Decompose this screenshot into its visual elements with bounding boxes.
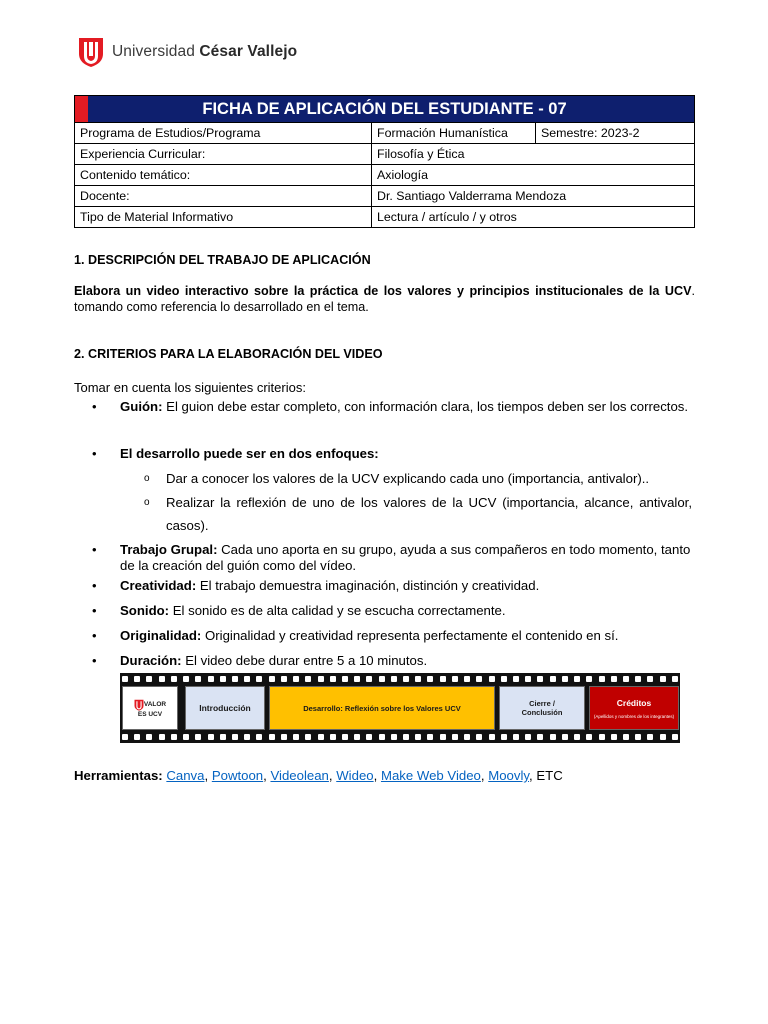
- film-hole: [146, 676, 152, 682]
- film-hole: [623, 734, 629, 740]
- film-hole: [489, 676, 495, 682]
- film-hole: [537, 676, 543, 682]
- list-item: • Sonido: El sonido es de alta calidad y se escucha correctamente.: [92, 603, 506, 618]
- list-item: • El desarrollo puede ser en dos enfoques:: [92, 446, 379, 461]
- film-hole: [489, 734, 495, 740]
- film-hole: [122, 676, 128, 682]
- list-item: • Creatividad: El trabajo demuestra imaginación, distinción y creatividad.: [92, 578, 540, 593]
- link-canva[interactable]: Canva: [166, 768, 205, 783]
- film-hole: [599, 734, 605, 740]
- film-hole: [342, 734, 348, 740]
- row-label: Programa de Estudios/Programa: [75, 123, 372, 144]
- table-row: [75, 123, 695, 144]
- film-hole: [550, 734, 556, 740]
- table-row: [75, 165, 695, 186]
- film-hole: [647, 734, 653, 740]
- film-hole: [660, 676, 666, 682]
- film-hole: [403, 734, 409, 740]
- frame-introduccion: Introducción: [185, 686, 265, 730]
- list-item: • Trabajo Grupal: Cada uno aporta en su grupo, ayuda a sus compañeros en todo momento, tanto de la creación del guión como del vídeo.: [92, 542, 691, 573]
- frame-cierre: Cierre / Conclusión: [499, 686, 585, 730]
- tools-line: Herramientas: Canva, Powtoon, Videolean, Wideo, Make Web Video, Moovly, ETC: [74, 768, 563, 783]
- film-hole: [379, 676, 385, 682]
- film-hole: [195, 676, 201, 682]
- section1-heading: 1. DESCRIPCIÓN DEL TRABAJO DE APLICACIÓN: [74, 253, 371, 267]
- film-hole: [220, 734, 226, 740]
- film-hole: [403, 676, 409, 682]
- film-hole: [256, 734, 262, 740]
- film-hole: [134, 676, 140, 682]
- film-hole: [476, 676, 482, 682]
- film-hole: [171, 676, 177, 682]
- film-hole: [672, 734, 678, 740]
- frame-creditos: Créditos (Apellidos y nombres de los integrantes): [589, 686, 679, 730]
- film-hole: [611, 676, 617, 682]
- link-make-web-video[interactable]: Make Web Video: [380, 768, 481, 783]
- list-item: • Guión: El guion debe estar completo, con información clara, los tiempos deben ser los correctos.: [92, 399, 689, 414]
- film-hole: [183, 676, 189, 682]
- film-hole: [427, 734, 433, 740]
- film-hole: [501, 676, 507, 682]
- film-hole: [599, 676, 605, 682]
- row-value: Filosofía y Ética: [372, 144, 695, 165]
- semester-cell: Semestre: 2023-2: [536, 123, 695, 144]
- film-hole: [562, 734, 568, 740]
- film-hole: [391, 676, 397, 682]
- film-hole: [415, 734, 421, 740]
- list-item: • Duración: El video debe durar entre 5 a 10 minutos.: [92, 653, 428, 668]
- film-hole: [171, 734, 177, 740]
- film-hole: [464, 734, 470, 740]
- link-powtoon[interactable]: Powtoon: [211, 768, 264, 783]
- row-value: Lectura / artículo / y otros: [372, 207, 695, 228]
- film-hole: [342, 676, 348, 682]
- film-hole: [452, 734, 458, 740]
- row-value: Dr. Santiago Valderrama Mendoza: [372, 186, 695, 207]
- row-label: Docente:: [75, 186, 372, 207]
- film-hole: [293, 676, 299, 682]
- film-hole: [159, 734, 165, 740]
- film-hole: [269, 676, 275, 682]
- film-hole: [281, 676, 287, 682]
- table-row: [75, 207, 695, 228]
- link-wideo[interactable]: Wideo: [336, 768, 374, 783]
- film-hole: [232, 676, 238, 682]
- frame-valores-ucv: VALOR ES UCV: [122, 686, 178, 730]
- film-hole: [281, 734, 287, 740]
- film-hole: [195, 734, 201, 740]
- film-hole: [611, 734, 617, 740]
- film-hole: [415, 676, 421, 682]
- film-holes-top: [122, 675, 678, 683]
- film-hole: [501, 734, 507, 740]
- film-hole: [305, 734, 311, 740]
- film-hole: [208, 676, 214, 682]
- table-row: [75, 144, 695, 165]
- film-hole: [318, 734, 324, 740]
- film-holes-bottom: [122, 733, 678, 741]
- film-hole: [354, 734, 360, 740]
- film-hole: [305, 676, 311, 682]
- row-label: Tipo de Material Informativo: [75, 207, 372, 228]
- film-hole: [122, 734, 128, 740]
- ucv-shield-icon: [78, 36, 104, 68]
- film-hole: [574, 734, 580, 740]
- film-hole: [183, 734, 189, 740]
- video-filmstrip: [120, 673, 680, 743]
- film-hole: [269, 734, 275, 740]
- film-hole: [134, 734, 140, 740]
- film-hole: [452, 676, 458, 682]
- film-hole: [586, 676, 592, 682]
- film-hole: [391, 734, 397, 740]
- film-hole: [647, 676, 653, 682]
- row-value: Axiología: [372, 165, 695, 186]
- row-label: Contenido temático:: [75, 165, 372, 186]
- film-hole: [635, 734, 641, 740]
- film-hole: [660, 734, 666, 740]
- title-accent-bar: [75, 96, 88, 122]
- film-hole: [525, 734, 531, 740]
- film-hole: [464, 676, 470, 682]
- film-hole: [440, 734, 446, 740]
- list-item: • Originalidad: Originalidad y creatividad representa perfectamente el contenido en sí.: [92, 628, 619, 643]
- film-hole: [330, 676, 336, 682]
- film-hole: [440, 676, 446, 682]
- film-hole: [232, 734, 238, 740]
- film-hole: [366, 734, 372, 740]
- table-row: [75, 186, 695, 207]
- film-hole: [537, 734, 543, 740]
- film-hole: [513, 734, 519, 740]
- film-hole: [476, 734, 482, 740]
- film-hole: [586, 734, 592, 740]
- film-hole: [635, 676, 641, 682]
- ucv-shield-icon: [134, 699, 144, 711]
- film-hole: [623, 676, 629, 682]
- frame-desarrollo: Desarrollo: Reflexión sobre los Valores UCV: [269, 686, 495, 730]
- film-hole: [513, 676, 519, 682]
- row-value: Formación Humanística: [372, 123, 536, 144]
- film-hole: [159, 676, 165, 682]
- film-hole: [244, 734, 250, 740]
- film-hole: [244, 676, 250, 682]
- film-hole: [220, 676, 226, 682]
- film-hole: [146, 734, 152, 740]
- section1-description: Elabora un video interactivo sobre la práctica de los valores y principios institucionales de la UCV. tomando como referencia lo desarrollado en el tema.: [74, 284, 695, 314]
- film-hole: [354, 676, 360, 682]
- ficha-title: FICHA DE APLICACIÓN DEL ESTUDIANTE - 07: [75, 96, 695, 123]
- link-moovly[interactable]: Moovly: [488, 768, 530, 783]
- section2-heading: 2. CRITERIOS PARA LA ELABORACIÓN DEL VIDEO: [74, 347, 383, 361]
- university-name: Universidad César Vallejo: [112, 43, 298, 60]
- ucv-logo: [78, 36, 297, 68]
- link-videolean[interactable]: Videolean: [270, 768, 329, 783]
- list-item: o Dar a conocer los valores de la UCV explicando cada uno (importancia, antivalor)..: [144, 471, 650, 486]
- row-label: Experiencia Curricular:: [75, 144, 372, 165]
- film-frames: [122, 686, 678, 730]
- list-item: o Realizar la reflexión de uno de los valores de la UCV (importancia, alcance, antivalor, casos).: [144, 495, 692, 533]
- film-hole: [550, 676, 556, 682]
- film-hole: [318, 676, 324, 682]
- film-hole: [293, 734, 299, 740]
- film-hole: [208, 734, 214, 740]
- criteria-intro: Tomar en cuenta los siguientes criterios:: [74, 380, 306, 395]
- film-hole: [256, 676, 262, 682]
- film-hole: [379, 734, 385, 740]
- film-hole: [525, 676, 531, 682]
- film-hole: [574, 676, 580, 682]
- film-hole: [366, 676, 372, 682]
- film-hole: [672, 676, 678, 682]
- ficha-table: [74, 95, 695, 228]
- film-hole: [562, 676, 568, 682]
- film-hole: [330, 734, 336, 740]
- film-hole: [427, 676, 433, 682]
